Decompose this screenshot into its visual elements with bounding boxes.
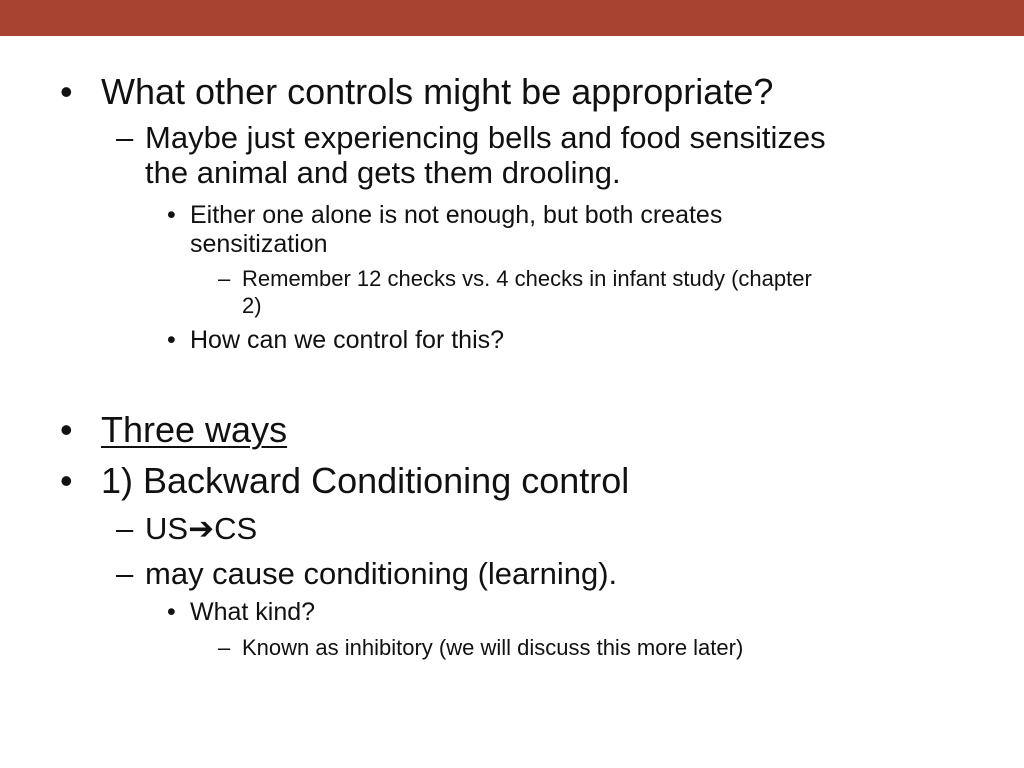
sub-bullet-marker: – xyxy=(116,556,134,591)
bullet-marker: • xyxy=(167,201,176,229)
bullet-text: sensitization xyxy=(190,230,328,258)
sub-bullet-text: Known as inhibitory (we will discuss this more later) xyxy=(242,635,744,660)
sub-bullet-marker: – xyxy=(218,266,231,291)
sub-bullet-marker: – xyxy=(116,511,134,546)
bullet-marker: • xyxy=(167,598,176,626)
bullet-text: What kind? xyxy=(190,598,316,626)
bullet-text: What other controls might be appropriate? xyxy=(101,71,774,112)
sub-bullet-text: may cause conditioning (learning). xyxy=(145,556,618,591)
cs-label: CS xyxy=(214,511,258,546)
bullet-text: Three ways xyxy=(101,409,288,450)
sub-bullet-marker: – xyxy=(116,120,134,155)
bullet-text: 1) Backward Conditioning control xyxy=(101,460,630,501)
bullet-marker: • xyxy=(60,460,73,501)
us-label: US xyxy=(145,511,189,546)
sub-bullet-text xyxy=(145,512,257,546)
bullet-marker: • xyxy=(60,409,73,450)
sub-bullet-text: Maybe just experiencing bells and food sensitizes xyxy=(145,120,826,155)
bullet-marker: • xyxy=(60,71,73,112)
bullet-marker: • xyxy=(167,326,176,354)
sub-bullet-marker: – xyxy=(218,635,231,660)
arrow-right-icon: ➔ xyxy=(188,511,215,546)
sub-bullet-text: 2) xyxy=(242,293,262,318)
sub-bullet-text: Remember 12 checks vs. 4 checks in infant study (chapter xyxy=(242,266,812,291)
bullet-text: How can we control for this? xyxy=(190,326,505,354)
sub-bullet-text: the animal and gets them drooling. xyxy=(145,155,621,190)
bullet-text: Either one alone is not enough, but both creates xyxy=(190,201,723,229)
